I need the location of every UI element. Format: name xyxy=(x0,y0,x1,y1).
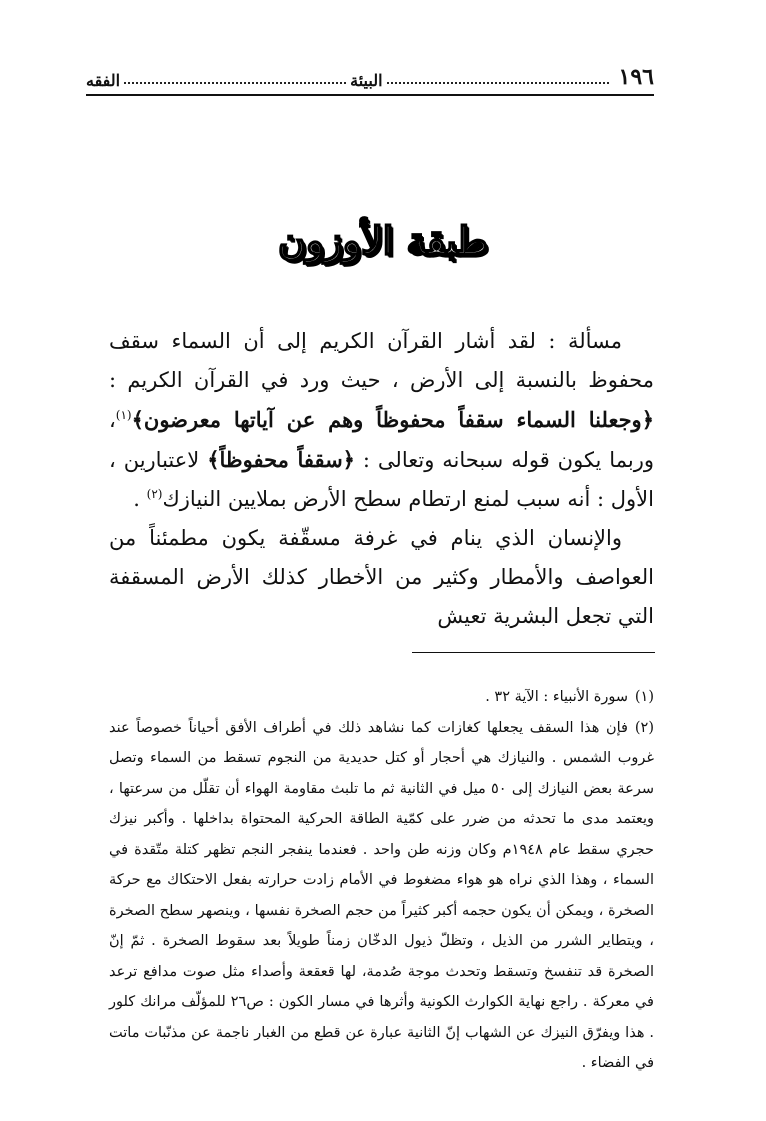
footnote-2-text: فإن هذا السقف يجعلها كغازات كما نشاهد ذلك في أطراف الأفق أحياناً خصوصاً عند غروب الشمس . والنيازك هي أحجار أو كتل حديدية من النجوم تسقط من السماء وتصل سرعة بعض النيازك إلى ٥٠ ميل في الثانية ثم ما تلبث مقاومة الهواء أن تقلّل من سرعتها ، ويعتمد مدى ما تحدثه من ضرر على كمّية الطاقة الحركية المحتواة بداخلها . وأكبر نيزك حجري سقط عام ١٩٤٨م وكان وزنه طن واحد . فعندما ينفجر النجم تظهر كتلة متّقدة في السماء ، وهذا الذي نراه هو هواء مضغوط في الأمام زادت حرارته بفعل الاحتكاك مع حركة الصخرة ، ويمكن أن يكون حجمه أكبر كثيراً من حجم الصخرة نفسها ، وينصهر سطح الصخرة ، ويتطاير الشرر من الذيل ، وتظلّ ذيول الدخّان زمناً طويلاً بعد سقوط الصخرة . ثمّ إنّ الصخرة قد تنفسخ وتسقط وتحدث موجة صُدمة، لها قعقعة وأصداء مثل صوت مدافع ترعد في معركة . راجع نهاية الكوارث الكونية وأثرها في مسار الكون : ص٢٦ للمؤلّف مرانك كلور . هذا ويفرّق النيزك عن الشهاب إنّ الثانية عبارة عن قطع من الغبار ناجمة عن مذنّبات ماتت في الفضاء . xyxy=(109,719,655,1071)
chapter-title: البيئة xyxy=(350,71,383,90)
footnote-2 xyxy=(109,713,654,1079)
header-dots-1 xyxy=(387,82,609,84)
p1-tail: . xyxy=(133,487,147,511)
page-number: ١٩٦ xyxy=(618,64,654,90)
p1-start: مسألة : لقد أشار القرآن الكريم إلى أن السماء سقف محفوظ بالنسبة إلى الأرض ، حيث ورد في القرآن الكريم : xyxy=(109,329,654,392)
main-text xyxy=(109,322,654,636)
footnote-ref-2[interactable]: (٢) xyxy=(146,487,163,501)
footnote-1-text: سورة الأنبياء : الآية ٣٢ . xyxy=(485,689,628,705)
quran-quote-1: ﴿وجعلنا السماء سقفاً محفوظاً وهم عن آياتها معرضون﴾ xyxy=(131,407,654,432)
section-title: طبقة الأوزون xyxy=(278,218,488,263)
footnote-1 xyxy=(109,682,654,713)
footnotes xyxy=(109,682,654,1079)
p1-end: لاعتبارين ، الأول : أنه سبب لمنع ارتطام سطح الأرض بملايين النيازك xyxy=(109,448,654,511)
paragraph-1 xyxy=(109,322,654,519)
header-rule xyxy=(86,94,654,96)
paragraph-2: والإنسان الذي ينام في غرفة مسقّفة يكون مطمئناً من العواصف والأمطار وكثير من الأخطار كذلك الأرض المسقفة التي تجعل البشرية تعيش xyxy=(109,526,654,628)
header-dots-2 xyxy=(124,82,346,84)
p1-mid: ، وربما يكون قوله سبحانه وتعالى : xyxy=(109,408,654,472)
footnote-1-number: (١) xyxy=(634,689,654,705)
quran-quote-2: ﴿سقفاً محفوظاً﴾ xyxy=(207,447,355,472)
running-header xyxy=(86,60,654,90)
footnote-ref-1[interactable]: (١) xyxy=(115,408,132,422)
subject-title: الفقه xyxy=(86,71,121,90)
footnote-2-number: (٢) xyxy=(634,719,654,736)
footnote-separator xyxy=(412,652,655,653)
